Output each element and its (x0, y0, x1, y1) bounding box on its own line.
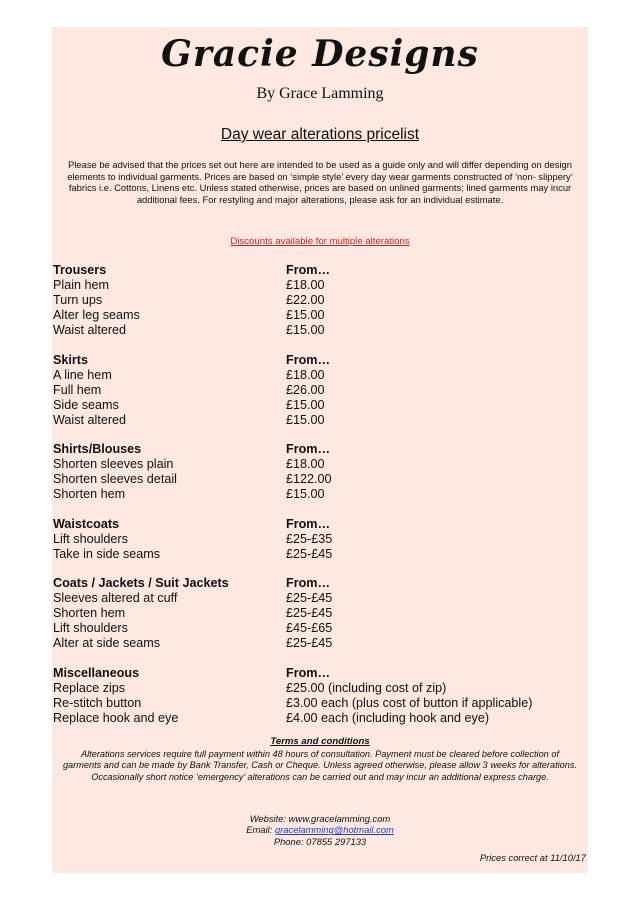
price-row (53, 547, 583, 562)
section-heading: Shirts/Blouses (53, 442, 142, 457)
price-row (53, 711, 583, 726)
item-label: Side seams (53, 397, 119, 412)
section-from-label: From… (286, 442, 331, 457)
phone-line (52, 836, 588, 847)
price-row (53, 621, 583, 636)
item-price: £45-£65 (286, 621, 333, 636)
price-section (53, 263, 583, 338)
item-price: £26.00 (286, 382, 325, 397)
intro-paragraph: Please be advised that the prices set out here are intended to be used as a guide only and will differ depending on design elements to individual garments. Prices are based on ‘simple style’ every day wear garments constructed of ‘non- slippery’ fabrics i.e. Cottons, Linens etc. Unless stated otherwise, prices are based on unlined garments; lined garments may incur additional fees. For restyling and major alterations, please ask for an individual estimate. (67, 159, 573, 205)
item-price: £15.00 (286, 308, 325, 322)
price-section (53, 666, 583, 726)
price-row (53, 532, 583, 547)
website-line (52, 813, 588, 824)
item-price: £15.00 (286, 397, 325, 412)
item-price: £25.00 (including cost of zip) (286, 680, 447, 695)
phone-number: 07855 297133 (306, 835, 367, 847)
price-row (53, 413, 583, 428)
section-header (53, 353, 583, 368)
price-sections (53, 263, 583, 741)
brand-logo: Gracie Designs (161, 33, 479, 75)
prices-correct-date: Prices correct at 11/10/17 (479, 852, 586, 863)
section-heading: Trousers (53, 263, 107, 277)
email-line (52, 824, 588, 835)
price-row (53, 681, 583, 696)
item-label: Full hem (53, 382, 102, 397)
email-link[interactable]: gracelamming@hotmail.com (274, 824, 394, 836)
item-label: Sleeves altered at cuff (53, 591, 178, 606)
item-label: A line hem (53, 367, 112, 382)
price-section (53, 517, 583, 562)
item-price: £3.00 each (plus cost of button if applicable) (286, 695, 533, 710)
terms-text: Alterations services require full payment within 48 hours of consultation. Payment must be cleared before collection of garments and can be made by Bank Transfer, Cash or Cheque. Unless agreed otherwise, please allow 3 weeks for alterations. Occasionally short notice ‘emergency’ alterations can be carried out and may incur an additional express charge. (62, 749, 578, 782)
price-row (53, 278, 583, 293)
item-label: Shorten hem (53, 606, 126, 621)
price-row (53, 472, 583, 487)
price-row (53, 457, 583, 472)
section-header (53, 517, 583, 532)
item-price: £18.00 (286, 367, 325, 382)
terms-heading: Terms and conditions (270, 736, 370, 747)
pricelist-page (52, 27, 588, 873)
item-price: £15.00 (286, 323, 325, 337)
section-from-label: From… (286, 576, 331, 591)
item-price: £15.00 (286, 412, 325, 427)
section-header (53, 263, 583, 278)
item-label: Plain hem (53, 278, 110, 292)
page-title: Day wear alterations pricelist (220, 126, 420, 143)
email-label: Email: (246, 824, 273, 836)
item-price: £122.00 (286, 472, 332, 487)
price-row (53, 606, 583, 621)
item-label: Alter at side seams (53, 636, 161, 651)
section-header (53, 442, 583, 457)
price-row (53, 696, 583, 711)
item-label: Alter leg seams (53, 308, 140, 322)
price-section (53, 442, 583, 502)
section-heading: Miscellaneous (53, 665, 140, 680)
price-row (53, 383, 583, 398)
price-row (53, 293, 583, 308)
item-label: Take in side seams (53, 546, 161, 561)
item-label: Lift shoulders (53, 621, 128, 636)
price-row (53, 308, 583, 323)
contact-block (52, 813, 588, 847)
item-price: £25-£45 (286, 591, 333, 606)
brand-byline: By Grace Lamming (256, 85, 384, 102)
section-from-label: From… (286, 516, 331, 531)
item-label: Lift shoulders (53, 531, 128, 546)
price-row (53, 591, 583, 606)
item-label: Waist altered (53, 412, 127, 427)
price-section (53, 353, 583, 428)
item-price: £25-£45 (286, 546, 333, 561)
item-price: £4.00 each (including hook and eye) (286, 710, 490, 725)
section-from-label: From… (286, 352, 331, 367)
item-label: Replace hook and eye (53, 710, 179, 725)
section-from-label: From… (286, 665, 331, 680)
section-from-label: From… (286, 263, 331, 277)
item-price: £15.00 (286, 487, 325, 502)
website-link[interactable]: www.gracelamming.com (288, 813, 391, 824)
item-price: £22.00 (286, 293, 325, 307)
website-label: Website: (249, 813, 287, 824)
price-row (53, 398, 583, 413)
section-header (53, 576, 583, 591)
item-label: Shorten sleeves detail (53, 472, 177, 487)
section-heading: Waistcoats (53, 516, 120, 531)
item-price: £25-£45 (286, 606, 333, 621)
price-section (53, 576, 583, 651)
price-row (53, 368, 583, 383)
item-label: Shorten hem (53, 487, 126, 502)
item-label: Shorten sleeves plain (53, 457, 174, 472)
discount-note: Discounts available for multiple alterations (230, 236, 410, 247)
item-price: £25-£45 (286, 636, 333, 651)
item-price: £18.00 (286, 457, 325, 472)
item-price: £18.00 (286, 278, 325, 292)
section-heading: Skirts (53, 352, 89, 367)
item-label: Replace zips (53, 680, 126, 695)
section-heading: Coats / Jackets / Suit Jackets (53, 576, 229, 591)
price-row (53, 487, 583, 502)
price-row (53, 636, 583, 651)
item-price: £25-£35 (286, 531, 333, 546)
price-row (53, 323, 583, 338)
item-label: Turn ups (53, 293, 103, 307)
item-label: Re-stitch button (53, 695, 142, 710)
section-header (53, 666, 583, 681)
phone-label: Phone: (273, 835, 304, 847)
item-label: Waist altered (53, 323, 127, 337)
